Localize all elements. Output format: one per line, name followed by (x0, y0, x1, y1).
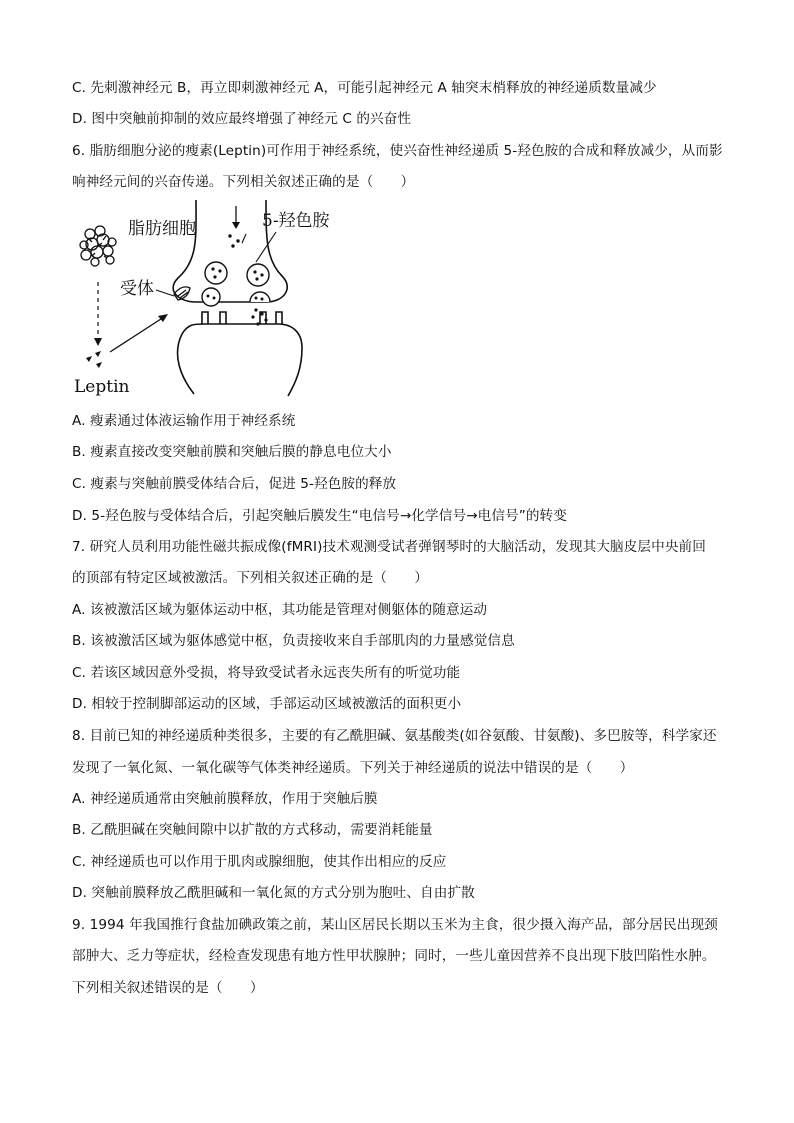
option-6a: A. 瘦素通过体液运输作用于神经系统 (72, 413, 296, 429)
question-7-stem-1: 7. 研究人员利用功能性磁共振成像(fMRI)技术观测受试者弹钢琴时的大脑活动，发现其大脑皮层中央前回 (72, 539, 706, 555)
option-7d: D. 相较于控制脚部运动的区域，手部运动区域被激活的面积更小 (72, 696, 462, 712)
option-8d: D. 突触前膜释放乙酰胆碱和一氧化氮的方式分别为胞吐、自由扩散 (72, 885, 475, 901)
option-7c: C. 若该区域因意外受损，将导致受试者永远丧失所有的听觉功能 (72, 665, 461, 681)
secretion-arrow (94, 282, 102, 346)
signal-arrow (232, 206, 240, 229)
leptin-molecule-icon (86, 351, 102, 368)
serotonin-molecules (228, 234, 239, 247)
question-8-stem-2: 发现了一氧化氮、一氧化碳等气体类神经递质。下列关于神经递质的说法中错误的是（ ） (72, 760, 634, 776)
receptor-leader-line (156, 290, 174, 296)
fat-cell-icon (80, 226, 116, 266)
option-5c: C. 先刺激神经元 B，再立即刺激神经元 A，可能引起神经元 A 轴突末梢释放的神经递质数量减少 (72, 80, 657, 96)
serotonin-label: 5-羟色胺 (262, 211, 330, 231)
option-8c: C. 神经递质也可以作用于肌肉或腺细胞，使其作出相应的反应 (72, 854, 447, 870)
question-9-stem-2: 部肿大、乏力等症状，经检查发现患有地方性甲状腺肿；同时，一些儿童因营养不良出现下肢凹陷性水肿。 (72, 948, 716, 964)
binding-arrow (110, 314, 168, 352)
receptor-icon (174, 287, 190, 300)
option-7a: A. 该被激活区域为躯体运动中枢，其功能是管理对侧躯体的随意运动 (72, 602, 488, 618)
question-9-stem-1: 9. 1994 年我国推行食盐加碘政策之前，某山区居民长期以玉米为主食，很少摄入海产品，部分居民出现颈 (72, 917, 718, 933)
option-8a: A. 神经递质通常由突触前膜释放，作用于突触后膜 (72, 791, 378, 807)
question-9-stem-3: 下列相关叙述错误的是（ ） (72, 980, 264, 996)
synapse-leptin-figure (70, 198, 350, 398)
serotonin-leader-line (256, 232, 276, 262)
leptin-label: Leptin (74, 377, 130, 397)
question-6-stem-1: 6. 脂肪细胞分泌的瘦素(Leptin)可作用于神经系统，使兴奋性神经递质 5-羟色胺的合成和释放减少，从而影 (72, 143, 723, 159)
option-6b: B. 瘦素直接改变突触前膜和突触后膜的静息电位大小 (72, 444, 392, 460)
receptor-label: 受体 (120, 279, 154, 299)
option-8b: B. 乙酰胆碱在突触间隙中以扩散的方式移动，需要消耗能量 (72, 822, 433, 838)
option-6d: D. 5-羟色胺与受体结合后，引起突触后膜发生“电信号→化学信号→电信号”的转变 (72, 508, 567, 524)
postsynaptic-neuron (178, 312, 302, 396)
option-7b: B. 该被激活区域为躯体感觉中枢，负责接收来自手部肌肉的力量感觉信息 (72, 633, 515, 649)
fat-cell-label: 脂肪细胞 (128, 219, 196, 239)
question-7-stem-2: 的顶部有特定区域被激活。下列相关叙述正确的是（ ） (72, 570, 429, 586)
option-6c: C. 瘦素与突触前膜受体结合后，促进 5-羟色胺的释放 (72, 476, 397, 492)
question-8-stem-1: 8. 目前已知的神经递质种类很多，主要的有乙酰胆碱、氨基酸类(如谷氨酸、甘氨酸)、多巴胺等，科学家还 (72, 728, 717, 744)
option-5d: D. 图中突触前抑制的效应最终增强了神经元 C 的兴奋性 (72, 111, 412, 127)
question-6-stem-2: 响神经元间的兴奋传递。下列相关叙述正确的是（ ） (72, 174, 415, 190)
